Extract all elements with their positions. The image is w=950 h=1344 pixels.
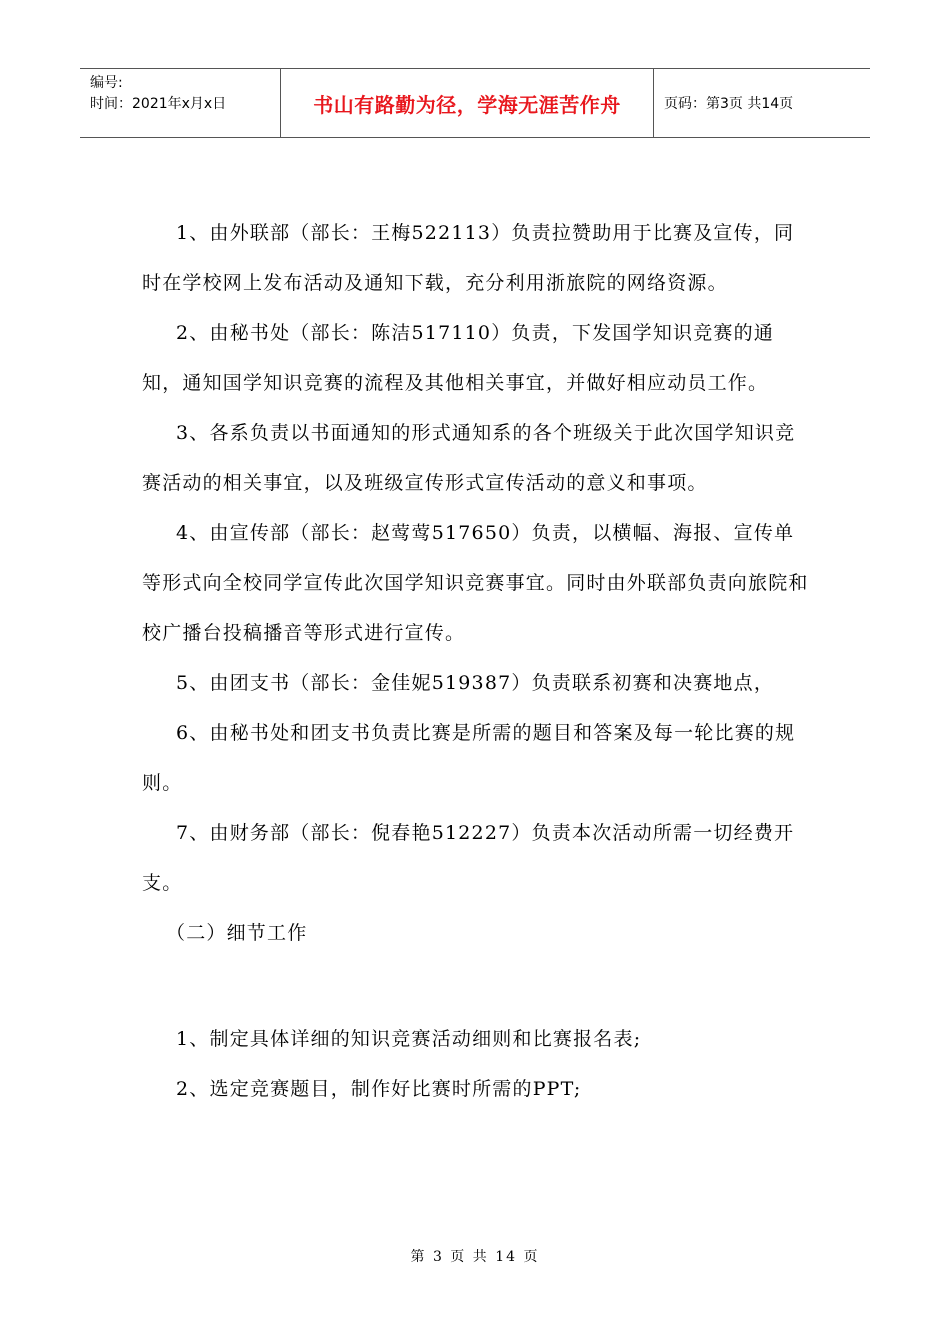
paragraph-1: 1、由外联部（部长：王梅522113）负责拉赞助用于比赛及宣传，同时在学校网上发布活动及通知下载，充分利用浙旅院的网络资源。 xyxy=(142,222,795,294)
paragraph-4: 4、由宣传部（部长：赵莺莺517650）负责，以横幅、海报、宣传单等形式向全校同学宣传此次国学知识竞赛事宜。同时由外联部负责向旅院和校广播台投稿播音等形式进行宣传。 xyxy=(142,522,809,644)
detail-item-2: 2、选定竞赛题目，制作好比赛时所需的PPT; xyxy=(176,1078,582,1100)
number-label: 编号: xyxy=(90,75,123,91)
document-body xyxy=(142,208,810,1114)
paragraph-3: 3、各系负责以书面通知的形式通知系的各个班级关于此次国学知识竞赛活动的相关事宜，以及班级宣传形式宣传活动的意义和事项。 xyxy=(142,422,796,494)
header-page-info: 页码：第3页 共14页 xyxy=(664,96,794,112)
detail-item-1: 1、制定具体详细的知识竞赛活动细则和比赛报名表; xyxy=(176,1028,642,1050)
section-spacer xyxy=(142,958,810,1014)
date-label: 时间：2021年x月x日 xyxy=(90,96,227,112)
header-meta xyxy=(80,69,280,137)
paragraph-5: 5、由团支书（部长：金佳妮519387）负责联系初赛和决赛地点， xyxy=(176,672,775,694)
header-motto: 书山有路勤为径，学海无涯苦作舟 xyxy=(280,69,654,137)
paragraph-6: 6、由秘书处和团支书负责比赛是所需的题目和答案及每一轮比赛的规则。 xyxy=(142,722,796,794)
page-footer: 第 3 页 共 14 页 xyxy=(410,1249,540,1265)
header-table xyxy=(80,68,870,138)
paragraph-7: 7、由财务部（部长：倪春艳512227）负责本次活动所需一切经费开支。 xyxy=(142,822,795,894)
section-heading: （二）细节工作 xyxy=(166,922,308,944)
paragraph-2: 2、由秘书处（部长：陈洁517110）负责，下发国学知识竞赛的通知，通知国学知识竞赛的流程及其他相关事宜，并做好相应动员工作。 xyxy=(142,322,775,394)
